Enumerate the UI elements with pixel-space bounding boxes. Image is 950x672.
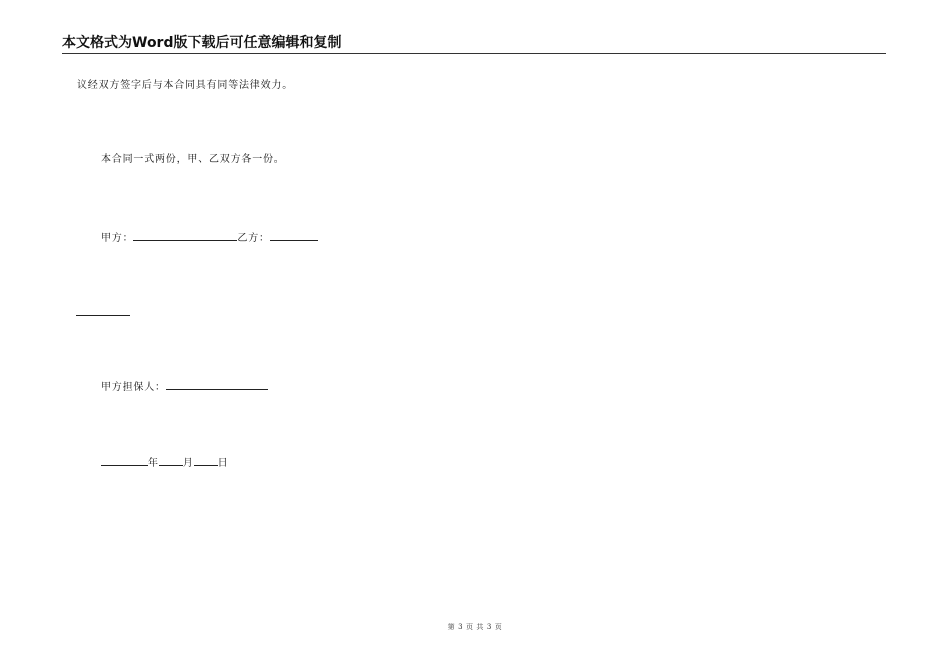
date-line [101, 454, 228, 471]
party-a-signature-blank [133, 229, 237, 241]
page-header [62, 35, 886, 54]
paragraph-effect-clause: 议经双方签字后与本合同具有同等法律效力。 [77, 80, 293, 91]
party-a-label: 甲方： [101, 233, 134, 244]
continuation-signature-blank [76, 314, 130, 316]
guarantor-signature-blank [166, 378, 268, 390]
signature-line-parties [101, 229, 318, 246]
party-b-label: 乙方： [237, 233, 270, 244]
paragraph-copies-clause: 本合同一式两份，甲、乙双方各一份。 [101, 154, 285, 165]
header-title: 本文格式为Word版下载后可任意编辑和复制 [62, 35, 342, 51]
day-label: 日 [217, 458, 229, 469]
page-footer: 第 3 页 共 3 页 [447, 623, 503, 631]
guarantor-label: 甲方担保人： [101, 382, 166, 393]
guarantor-line [101, 378, 268, 395]
month-label: 月 [182, 458, 194, 469]
day-blank [194, 454, 218, 466]
year-label: 年 [148, 458, 159, 469]
party-b-signature-blank [270, 229, 318, 241]
year-blank [101, 454, 148, 466]
month-blank [159, 454, 183, 466]
